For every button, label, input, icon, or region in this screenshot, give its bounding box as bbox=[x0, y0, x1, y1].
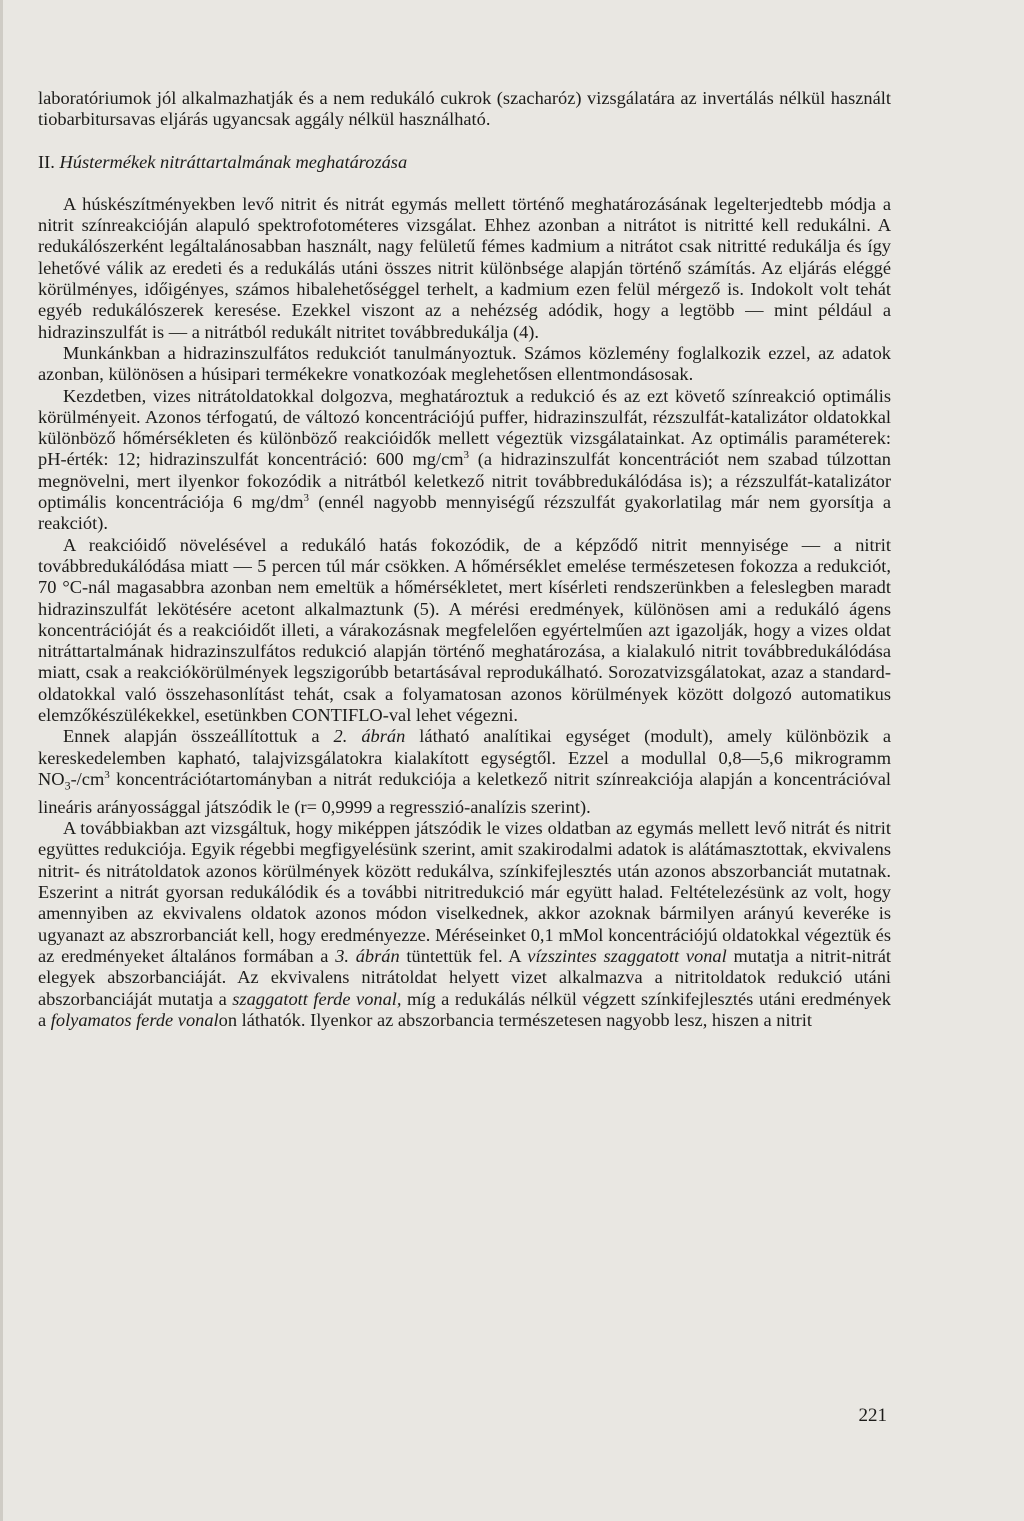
subscript: 3 bbox=[64, 778, 71, 793]
paragraph-6-text-a: A továbbiakban azt vizsgáltuk, hogy miképpen játszódik le vizes oldatban az egymás mellett levő nitrát és nitrit együttes redukciója. Egyik régebbi megfigyelésünk szerint, amit szakirodalmi adatok is alátámasztottak, ekvivalens nitrit- és nitrátoldatok azonos körülmények között redukálva, színkifejlesztés után azonos abszorbanciát mutatnak. Eszerint a nitrát gyorsan redukálódik és a további nitritredukció már együtt halad. Feltételezésünk az volt, hogy amennyiben az ekvivalens oldatok azonos módon viselkednek, akkor azoknak bármilyen arányú keveréke is ugyanazt az abszrorbanciát kell, hogy eredményezze. Méréseinket 0,1 mMol koncentrációjú oldatokkal végeztük és az eredményeket általános formában a bbox=[38, 818, 891, 966]
paragraph-intro: laboratóriumok jól alkalmazhatják és a nem redukáló cukrok (szacharóz) vizsgálatára az invertálás nélkül használt tiobarbitursavas eljárás ugyancsak aggály nélkül használható. bbox=[38, 88, 891, 130]
paragraph-5-text-d: koncentrációtartományban a nitrát redukciója a keletkező nitrit színreakciója alapján a koncentrációval lineáris arányossággal játszódik le (r= 0,9999 a regresszió-analízis szerint). bbox=[38, 768, 891, 817]
paragraph-6-text-b: tüntettük fel. A bbox=[399, 945, 528, 966]
paragraph-6-text-d: míg a redukálás nélkül végzett színkifejlesztés utáni eredmények a bbox=[38, 988, 891, 1030]
section-heading bbox=[38, 152, 891, 173]
figure-reference: 3. ábrán bbox=[335, 945, 400, 966]
page-number: 221 bbox=[858, 1405, 887, 1426]
paragraph-6-text-e: on láthatók. Ilyenkor az abszorbancia természetesen nagyobb lesz, hiszen a nitrit bbox=[218, 1009, 813, 1030]
paragraph-3-text-a: Kezdetben, vizes nitrátoldatokkal dolgozva, meghatároztuk a redukció és az ezt követő színreakció optimális körülményeit. Azonos térfogatú, de változó koncentrációjú puffer, hidrazinszulfát, rézszulfát-katalizátor oldatokkal különböző hőmérsékleten és különböző reakcióidők mellett végeztük vizsgálatainkat. Az optimális paraméterek: pH-érték: 12; hidrazinszulfát koncentráció: 600 mg/cm bbox=[38, 385, 891, 470]
paragraph-3-text-c: (ennél nagyobb mennyiségű rézszulfát gyakorlatilag már nem gyorsítja a reakciót). bbox=[38, 492, 892, 534]
paragraph-6 bbox=[38, 818, 891, 1031]
paragraph-1: A húskészítményekben levő nitrit és nitrát egymás mellett történő meghatározásának legelterjedtebb módja a nitrit színreakcióján alapuló spektrofotométeres vizsgálat. Ehhez azonban a nitrátot is nitritté kell redukálni. A redukálószerként legáltalánosabban használt, nagy felületű fémes kadmium a nitrátot csak nitritté redukálja és így lehetővé válik az eredeti és a redukálás utáni összes nitrit különbsége alapján történő számítás. Az eljárás eléggé körülményes, időigényes, számos hibalehetőséggel terhelt, a kadmium ezen felül mérgező is. Indokolt volt tehát egyéb redukálószerek keresése. Ezekkel viszont az a nehézség adódik, hogy a legtöbb — mint például a hidrazinszulfát is — a nitrátból redukált nitritet továbbredukálja (4). bbox=[38, 193, 891, 342]
paragraph-5-text-c: -/cm bbox=[70, 768, 105, 789]
superscript: 3 bbox=[463, 449, 470, 462]
paragraph-5-text-b: látható analítikai egységet (modult), amely különbözik a kereskedelemben kapható, talajvizsgálatokra kialakított egységtől. Ezzel a modullal 0,8—5,6 mikrogramm NO bbox=[38, 726, 892, 789]
page-body bbox=[38, 88, 891, 1031]
superscript: 3 bbox=[104, 768, 110, 781]
paragraph-2: Munkánkban a hidrazinszulfátos redukciót tanulmányoztuk. Számos közlemény foglalkozik ezzel, az adatok azonban, különösen a húsipari termékekre vonatkozóak meglehetősen ellentmondásosak. bbox=[38, 342, 891, 385]
figure-reference: 2. ábrán bbox=[333, 726, 406, 747]
spacer bbox=[38, 173, 891, 194]
page-edge bbox=[0, 0, 3, 1521]
paragraph-5-text-a: Ennek alapján összeállítottuk a bbox=[63, 726, 334, 747]
spacer bbox=[38, 131, 891, 152]
paragraph-5 bbox=[38, 726, 891, 818]
emphasis-dashed-line: szaggatott ferde vonal, bbox=[232, 988, 402, 1009]
section-number: II. bbox=[38, 151, 55, 172]
superscript: 3 bbox=[303, 492, 310, 505]
section-title: Hústermékek nitráttartalmának meghatározása bbox=[59, 151, 408, 172]
emphasis-solid-line: folyamatos ferde vonal bbox=[50, 1009, 219, 1030]
paragraph-3 bbox=[38, 386, 891, 535]
emphasis-horizontal-line: vízszintes szaggatott vonal bbox=[527, 945, 727, 966]
paragraph-3-text-b: (a hidrazinszulfát koncentrációt nem szabad túlzottan megnövelni, mert ilyenkor fokozódik a nitrátból keletkező nitrit továbbredukálódása is); a rézszulfát-katalizátor optimális koncentrációja 6 mg/dm bbox=[38, 449, 891, 513]
paragraph-6-text-c: mutatja a nitrit-nitrát elegyek abszorbanciáját. Az ekvivalens nitrátoldat helyett vizet alkalmazva a nitritoldatok redukció utáni abszorbanciáját mutatja a bbox=[38, 945, 891, 1009]
paragraph-4: A reakcióidő növelésével a redukáló hatás fokozódik, de a képződő nitrit mennyisége — a nitrit továbbredukálódása miatt — 5 percen túl már csökken. A hőmérséklet emelése természetesen fokozza a redukciót, 70 °C-nál magasabbra azonban nem emeltük a hőmérsékletet, mert kísérleti rendszerünkben a feleslegben maradt hidrazinszulfát lekötésére acetont alkalmaztunk (5). A mérési eredmények, különösen ami a redukáló ágens koncentrációját és a reakcióidőt illeti, a várakozásnak megfelelően egyértelműen azt igazolják, hogy a vizes oldat nitráttartalmának hidrazinszulfátos redukció alapján történő meghatározása, a kialakuló nitrit továbbredukálódása miatt, csak a reakciókörülmények legszigorúbb betartásával reprodukálható. Sorozatvizsgálatokat, azaz a standard-oldatokkal való összehasonlítást tehát, csak a folyamatosan azonos körülmények között dolgozó automatikus elemzőkészülékekkel, esetünkben CONTIFLO-val lehet végezni. bbox=[38, 534, 891, 726]
